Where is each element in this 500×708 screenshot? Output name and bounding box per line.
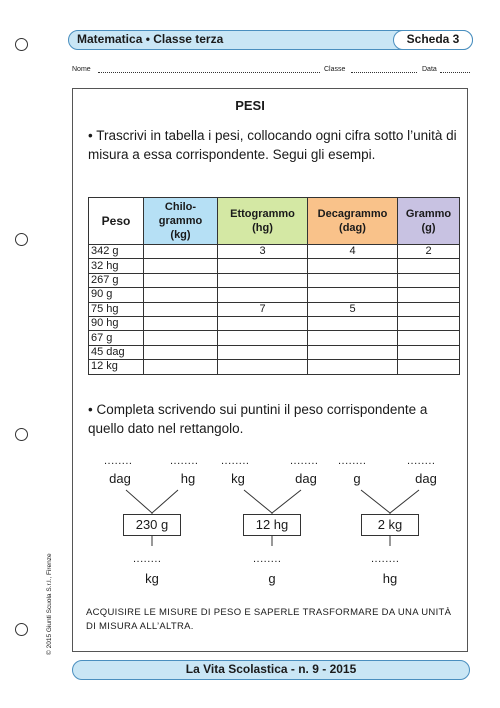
- column-header: Peso: [89, 198, 144, 245]
- answer-dots[interactable]: ........: [253, 553, 282, 565]
- unit-label: kg: [231, 471, 245, 486]
- copyright-note: © 2015 Giunti Scuola S.r.l., Firenze: [46, 553, 53, 655]
- answer-dots[interactable]: ........: [371, 553, 400, 565]
- weight-value-cell: 12 kg: [89, 360, 144, 374]
- weight-value-cell: 75 hg: [89, 302, 144, 316]
- digit-cell[interactable]: 2: [398, 245, 460, 259]
- column-header: Grammo (g): [398, 198, 460, 245]
- digit-cell[interactable]: 5: [308, 302, 398, 316]
- subject-label: Matematica • Classe terza: [77, 32, 224, 46]
- answer-dots[interactable]: ........: [290, 455, 319, 467]
- unit-label: dag: [109, 471, 131, 486]
- weight-box: 230 g: [123, 514, 181, 536]
- digit-cell[interactable]: 3: [218, 245, 308, 259]
- footer-bar: La Vita Scolastica - n. 9 - 2015: [72, 660, 470, 680]
- answer-dots[interactable]: ........: [133, 553, 162, 565]
- page-title: PESI: [235, 98, 265, 113]
- weight-value-cell: 90 hg: [89, 316, 144, 330]
- unit-label: dag: [415, 471, 437, 486]
- instruction-1: • Trascrivi in tabella i pesi, collocando ogni cifra sotto l’unità di misura a essa corrispondente. Segui gli esempi.: [88, 128, 457, 162]
- weight-value-cell: 267 g: [89, 273, 144, 287]
- answer-dots[interactable]: ........: [338, 455, 367, 467]
- unit-label: kg: [145, 571, 159, 586]
- weight-box: 2 kg: [361, 514, 419, 536]
- learning-objective: ACQUISIRE LE MISURE DI PESO E SAPERLE TRASFORMARE DA UNA UNITÀ DI MISURA ALL’ALTRA.: [86, 607, 452, 632]
- answer-dots[interactable]: ........: [104, 455, 133, 467]
- column-header: Chilo- grammo (kg): [144, 198, 218, 245]
- weight-value-cell: 32 hg: [89, 259, 144, 273]
- weight-box: 12 hg: [243, 514, 301, 536]
- weight-value-cell: 90 g: [89, 288, 144, 302]
- class-label: Classe: [324, 66, 346, 73]
- weight-value-cell: 342 g: [89, 245, 144, 259]
- answer-dots[interactable]: ........: [170, 455, 199, 467]
- answer-dots[interactable]: ........: [407, 455, 436, 467]
- name-label: Nome: [72, 66, 91, 73]
- answer-dots[interactable]: ........: [221, 455, 250, 467]
- column-header: Ettogrammo (hg): [218, 198, 308, 245]
- instruction-2: • Completa scrivendo sui puntini il peso corrispondente a quello dato nel rettangolo.: [88, 402, 428, 436]
- date-label: Data: [422, 66, 437, 73]
- sheet-label: Scheda 3: [393, 30, 473, 50]
- unit-label: hg: [180, 471, 196, 486]
- digit-cell[interactable]: 7: [218, 302, 308, 316]
- unit-label: hg: [382, 571, 398, 586]
- weight-value-cell: 45 dag: [89, 345, 144, 359]
- weight-value-cell: 67 g: [89, 331, 144, 345]
- digit-cell[interactable]: 4: [308, 245, 398, 259]
- unit-label: g: [268, 571, 276, 586]
- unit-label: g: [353, 471, 361, 486]
- column-header: Decagrammo (dag): [308, 198, 398, 245]
- unit-label: dag: [295, 471, 317, 486]
